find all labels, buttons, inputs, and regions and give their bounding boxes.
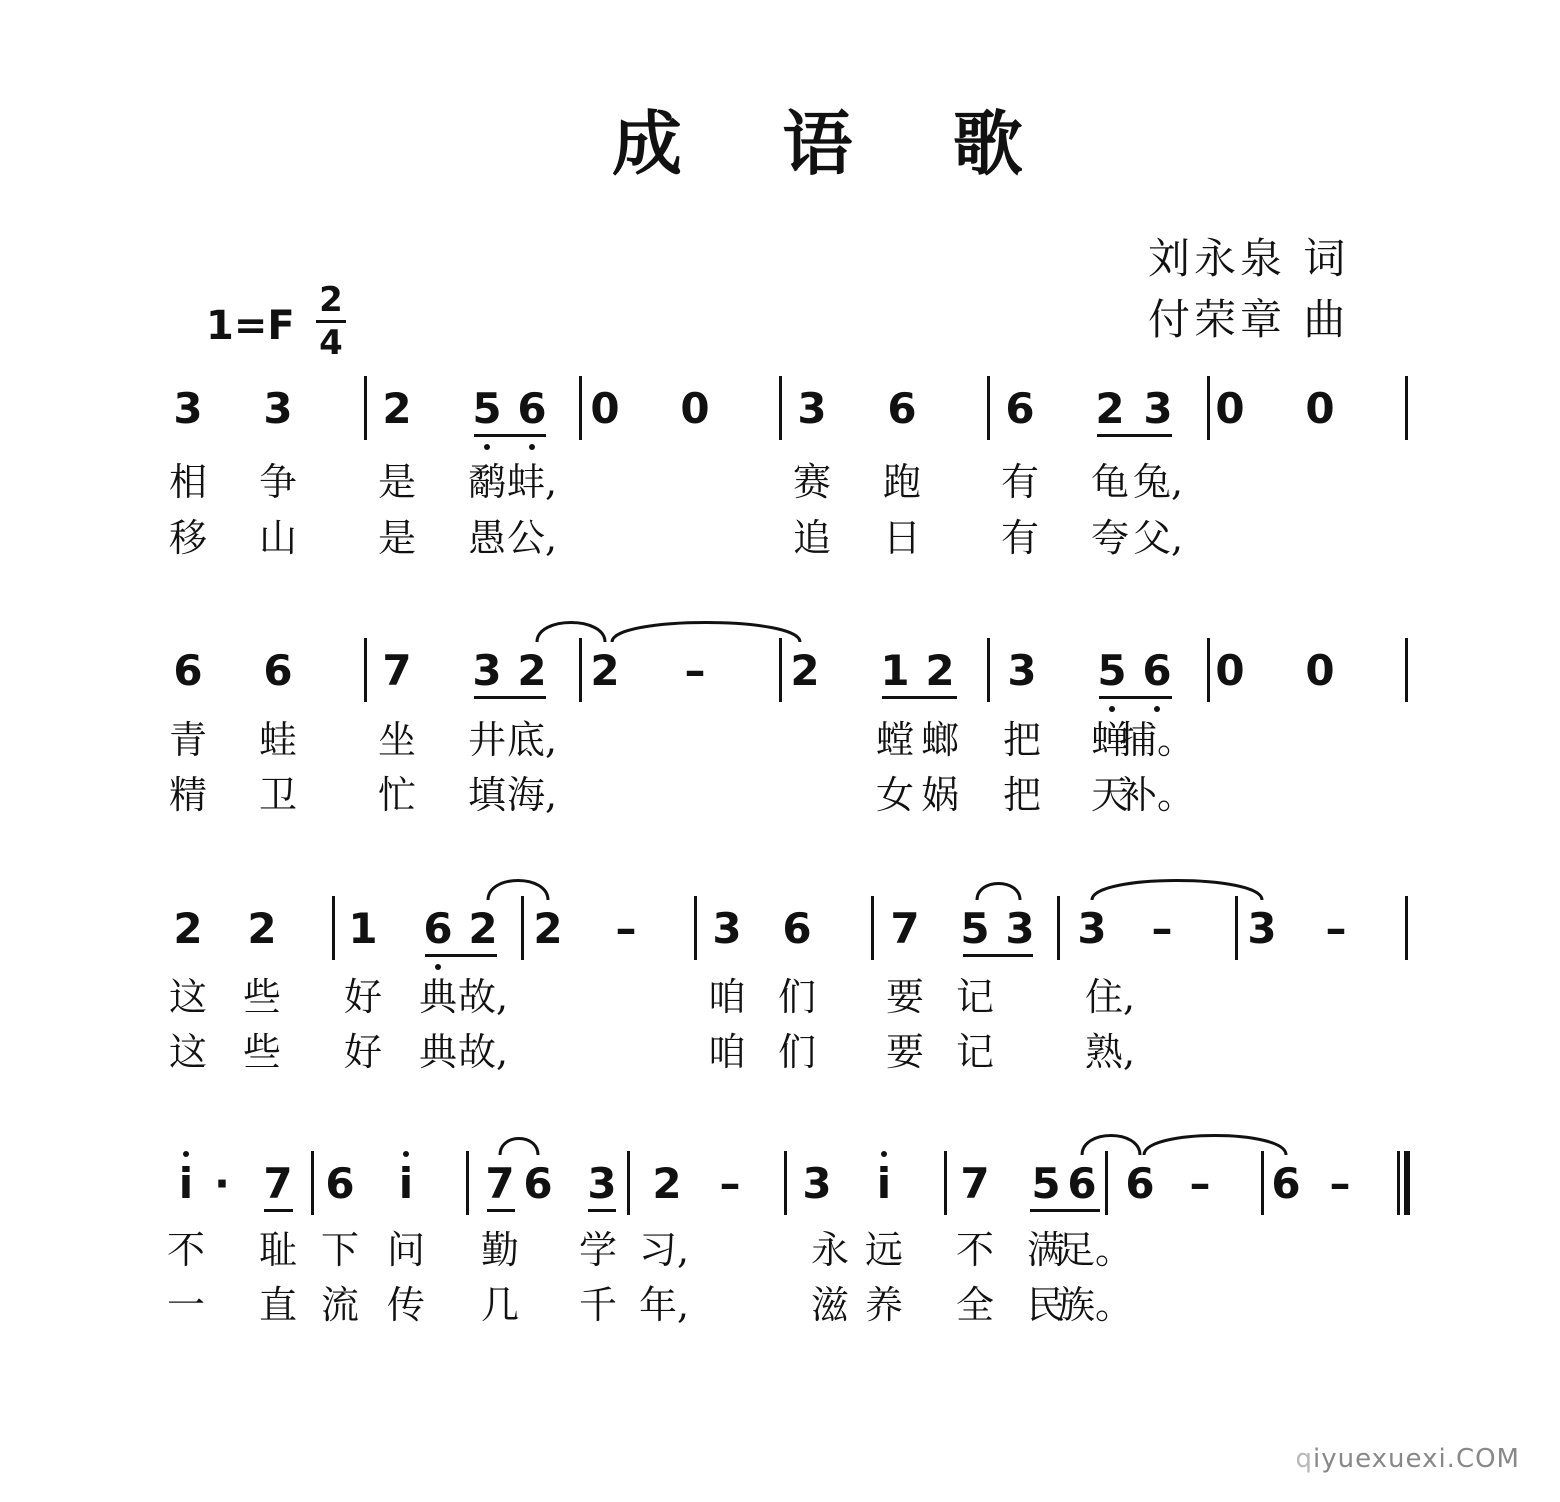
tie-arc: [488, 881, 548, 901]
note: 7: [890, 904, 920, 953]
lyric-syllable: 卫: [258, 773, 298, 817]
note: 2: [590, 646, 620, 695]
dash-note: –: [1329, 1159, 1351, 1208]
note: 6: [1125, 1159, 1155, 1208]
lyric-syllable: 精: [168, 773, 208, 817]
lyric-syllable: 坐: [377, 718, 417, 762]
note: 2: [382, 384, 412, 433]
note: i: [178, 1159, 194, 1208]
lyric-syllable: 日: [882, 516, 922, 560]
note: 2: [247, 904, 277, 953]
note: i: [876, 1159, 892, 1208]
note: 5: [1031, 1159, 1061, 1208]
note: 6: [173, 646, 203, 695]
lyric-syllable: 捕。: [1118, 718, 1196, 762]
lyric-syllable: 传: [386, 1283, 426, 1327]
note: 2: [468, 904, 498, 953]
lyric-syllable: 有: [1000, 460, 1040, 504]
note: 1: [348, 904, 378, 953]
note: 6: [1005, 384, 1035, 433]
lyric-syllable: 父,: [1132, 516, 1184, 560]
lyric-syllable: 问: [386, 1228, 426, 1272]
lyric-syllable: 一: [166, 1283, 206, 1327]
lyric-syllable: 相: [168, 460, 208, 504]
dash-note: –: [1189, 1159, 1211, 1208]
note: 5: [960, 904, 990, 953]
lyric-syllable: 要: [885, 1030, 925, 1074]
lyric-syllable: 蛙: [258, 718, 298, 762]
lyric-syllable: 习,: [638, 1228, 690, 1272]
tie-arc: [612, 623, 800, 643]
note: 0: [1215, 646, 1245, 695]
lyric-syllable: 满: [1026, 1228, 1066, 1272]
note: 7: [263, 1159, 293, 1208]
lyric-syllable: 族。: [1056, 1283, 1134, 1327]
lyric-syllable: 些: [242, 1030, 282, 1074]
lyric-syllable: 天: [1090, 773, 1130, 817]
watermark-prefix: q: [1295, 1444, 1314, 1474]
watermark-text: iyuexuexi.COM: [1313, 1444, 1520, 1474]
lyric-syllable: 滋: [810, 1283, 850, 1327]
note: 6: [423, 904, 453, 953]
note: 1: [880, 646, 910, 695]
note: 2: [173, 904, 203, 953]
note: 3: [1143, 384, 1173, 433]
lyric-syllable: 远: [864, 1228, 904, 1272]
lyric-syllable: 蝉: [1090, 718, 1130, 762]
tie-arc: [1082, 1136, 1140, 1156]
note: 3: [1247, 904, 1277, 953]
lyricist-credit: 刘永泉 词: [1148, 234, 1350, 283]
note: 2: [925, 646, 955, 695]
lyric-syllable: 螳: [875, 718, 915, 762]
lyric-syllable: 公,: [506, 516, 558, 560]
note: 0: [590, 384, 620, 433]
note: 3: [802, 1159, 832, 1208]
lyric-syllable: 娲: [920, 773, 960, 817]
site-watermark: [1296, 1444, 1520, 1474]
note: 6: [263, 646, 293, 695]
lyric-syllable: 咱: [707, 1030, 747, 1074]
note: 3: [797, 384, 827, 433]
lyric-syllable: 咱: [707, 975, 747, 1019]
lyric-syllable: 这: [168, 975, 208, 1019]
dash-note: –: [615, 904, 637, 953]
note: 6: [1067, 1159, 1097, 1208]
lyric-syllable: 记: [955, 975, 995, 1019]
lyric-syllable: 住,: [1084, 975, 1136, 1019]
lyric-syllable: 流: [320, 1283, 360, 1327]
note: 6: [1142, 646, 1172, 695]
note: i: [398, 1159, 414, 1208]
note: 3: [472, 646, 502, 695]
note: 2: [533, 904, 563, 953]
song-title: 成 语 歌: [612, 102, 1061, 185]
dash-note: –: [1151, 904, 1173, 953]
tie-arc: [1092, 881, 1262, 901]
lyric-syllable: 几: [480, 1283, 520, 1327]
dot-augmentation: ·: [214, 1159, 230, 1208]
note: 5: [1097, 646, 1127, 695]
lyric-syllable: 永: [810, 1228, 850, 1272]
note: 7: [485, 1159, 515, 1208]
lyric-syllable: 故,: [457, 1030, 509, 1074]
lyric-syllable: 争: [258, 460, 298, 504]
lyric-syllable: 有: [1000, 516, 1040, 560]
key-signature: 1=F: [206, 303, 295, 349]
lyric-syllable: 追: [792, 516, 832, 560]
note: 3: [1077, 904, 1107, 953]
lyric-syllable: 典: [418, 975, 458, 1019]
lyric-syllable: 好: [343, 975, 383, 1019]
lyric-syllable: 民: [1026, 1283, 1066, 1327]
lyric-syllable: 夸: [1090, 516, 1130, 560]
note: 3: [173, 384, 203, 433]
lyric-syllable: 熟,: [1084, 1030, 1136, 1074]
lyric-syllable: 学: [578, 1228, 618, 1272]
lyric-syllable: 赛: [792, 460, 832, 504]
lyric-syllable: 把: [1002, 718, 1042, 762]
lyric-syllable: 兔,: [1132, 460, 1184, 504]
lyric-syllable: 底,: [506, 718, 558, 762]
lyric-syllable: 勤: [480, 1228, 520, 1272]
lyric-syllable: 们: [777, 975, 817, 1019]
lyric-syllable: 龟: [1090, 460, 1130, 504]
lyric-syllable: 补。: [1118, 773, 1196, 817]
tie-arc: [537, 623, 605, 643]
note: 0: [1305, 646, 1335, 695]
time-signature-numerator: 2: [319, 280, 343, 320]
lyric-syllable: 好: [343, 1030, 383, 1074]
note: 2: [652, 1159, 682, 1208]
lyric-syllable: 全: [955, 1283, 995, 1327]
note: 0: [1305, 384, 1335, 433]
note: 2: [790, 646, 820, 695]
dash-note: –: [1325, 904, 1347, 953]
dash-note: –: [684, 646, 706, 695]
note: 6: [517, 384, 547, 433]
note: 3: [587, 1159, 617, 1208]
lyric-syllable: 直: [258, 1283, 298, 1327]
tie-arc: [500, 1139, 538, 1156]
lyric-syllable: 女: [875, 773, 915, 817]
dash-note: –: [719, 1159, 741, 1208]
composer-credit: 付荣章 曲: [1148, 295, 1350, 344]
lyric-syllable: 些: [242, 975, 282, 1019]
lyric-syllable: 年,: [638, 1283, 690, 1327]
lyric-syllable: 青: [168, 718, 208, 762]
note: 6: [325, 1159, 355, 1208]
note: 6: [887, 384, 917, 433]
note: 6: [782, 904, 812, 953]
lyric-syllable: 把: [1002, 773, 1042, 817]
note: 5: [472, 384, 502, 433]
lyric-syllable: 蚌,: [506, 460, 558, 504]
lyric-syllable: 故,: [457, 975, 509, 1019]
lyric-syllable: 足。: [1056, 1228, 1134, 1272]
lyric-syllable: 愚: [467, 516, 507, 560]
note: 6: [523, 1159, 553, 1208]
note: 0: [680, 384, 710, 433]
tie-arc: [1144, 1136, 1286, 1156]
note: 3: [1007, 646, 1037, 695]
lyric-syllable: 耻: [258, 1228, 298, 1272]
lyric-syllable: 不: [955, 1228, 995, 1272]
time-signature-denominator: 4: [319, 323, 343, 363]
lyric-syllable: 海,: [506, 773, 558, 817]
lyric-syllable: 螂: [920, 718, 960, 762]
note: 0: [1215, 384, 1245, 433]
note: 3: [1005, 904, 1035, 953]
note: 2: [517, 646, 547, 695]
note: 6: [1271, 1159, 1301, 1208]
lyric-syllable: 下: [320, 1228, 360, 1272]
lyric-syllable: 养: [864, 1283, 904, 1327]
lyric-syllable: 填: [467, 773, 507, 817]
note: 3: [712, 904, 742, 953]
lyric-syllable: 忙: [377, 773, 417, 817]
lyric-syllable: 跑: [882, 460, 922, 504]
lyric-syllable: 千: [578, 1283, 618, 1327]
note: 2: [1095, 384, 1125, 433]
lyric-syllable: 鹬: [467, 460, 507, 504]
lyric-syllable: 不: [166, 1228, 206, 1272]
lyric-syllable: 记: [955, 1030, 995, 1074]
lyric-syllable: 山: [258, 516, 298, 560]
lyric-syllable: 是: [377, 516, 417, 560]
note: 3: [263, 384, 293, 433]
lyric-syllable: 是: [377, 460, 417, 504]
lyric-syllable: 移: [168, 516, 208, 560]
lyric-syllable: 要: [885, 975, 925, 1019]
note: 7: [960, 1159, 990, 1208]
note: 7: [382, 646, 412, 695]
lyric-syllable: 们: [777, 1030, 817, 1074]
tie-arc: [977, 884, 1020, 901]
lyric-syllable: 井: [467, 718, 507, 762]
lyric-syllable: 典: [418, 1030, 458, 1074]
lyric-syllable: 这: [168, 1030, 208, 1074]
